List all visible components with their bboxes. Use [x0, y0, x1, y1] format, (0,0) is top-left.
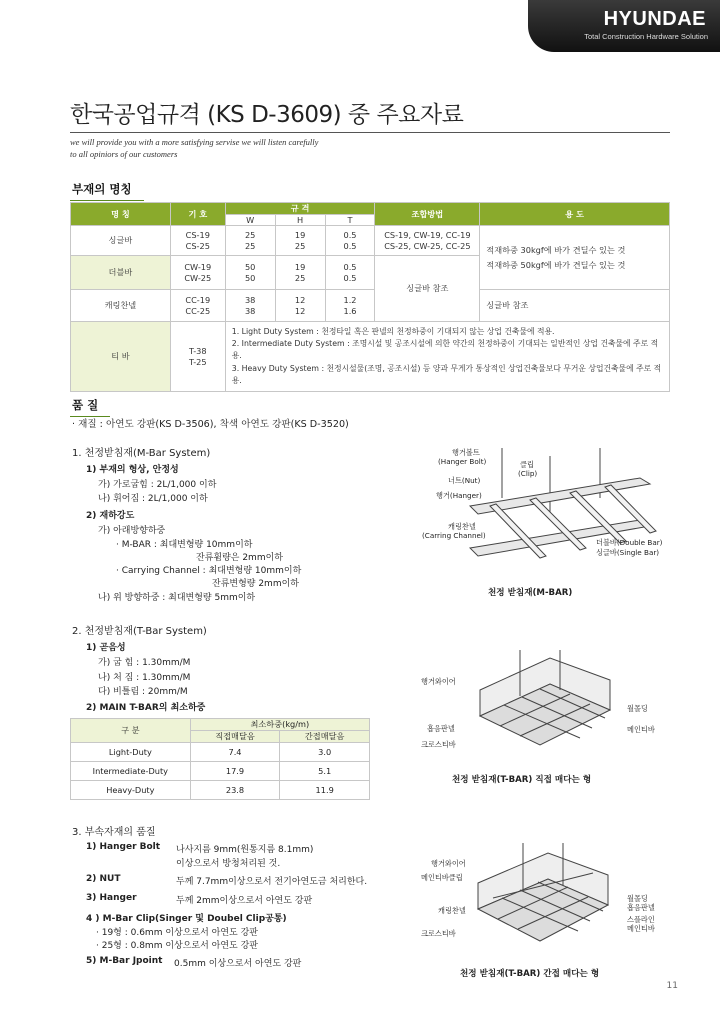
load-header-direct: 직접매달음 [190, 731, 280, 743]
subtitle-line-1: we will provide you with a more satisfying servise we will listen carefully [70, 137, 319, 147]
tbar-indirect-label-wire: 행거와이어 [431, 859, 466, 868]
row-double-code: CW-19 CW-25 [170, 256, 225, 290]
section-heading-quality: 품 질 [70, 397, 102, 415]
s1-line-1: 1) 부재의 형상, 안정성 [86, 465, 179, 475]
header-use: 용 도 [480, 203, 670, 226]
mbar-label-carrying: 캐링찬넬 [448, 522, 476, 531]
mbar-label-hanger: 행거(Hanger) [436, 491, 482, 500]
mbar-label-nut: 너트(Nut) [448, 476, 481, 485]
min-load-table [70, 718, 370, 800]
s3-key-5: · 19형 : 0.6mm 이상으로서 아연도 강판 [96, 928, 258, 938]
row-carrying-t: 1.2 1.6 [325, 290, 375, 322]
tbar-direct-label-molding: 월몰딩 [627, 704, 648, 713]
load-header-kind: 구 분 [71, 719, 191, 743]
s1-line-2: 가) 가로굽힘 : 2L/1,000 이하 [98, 480, 217, 490]
mbar-label-hanger-bolt: 행거볼트 [452, 448, 480, 457]
load-row-indirect: 11.9 [280, 781, 370, 800]
tbar-note-2: 2. Intermediate Duty System : 조명시설 및 공조시설에 의한 약간의 천정하중이 기대되는 일반적인 상업 건축물에 주로 적용. [231, 339, 659, 361]
s1-line-3: 나) 휘어짐 : 2L/1,000 이하 [98, 494, 208, 504]
tbar-direct-label-panel: 흡음판넬 [427, 724, 455, 733]
use-text-2: 적재하중 50kgf에 바가 견딜수 있는 것 [486, 260, 626, 271]
subtitle-line-2: to all opiniors of our customers [70, 149, 178, 159]
s3-val-1b: 이상으로서 방청처리된 것. [176, 859, 281, 869]
load-row-kind: Heavy-Duty [71, 781, 191, 800]
row-double-name: 더블바 [71, 256, 171, 290]
mbar-caption: 천정 받침재(M-BAR) [488, 588, 573, 598]
tbar-indirect-label-panel: 흡음판넬 [627, 903, 655, 912]
s3-key-6: · 25형 : 0.8mm 이상으로서 아연도 강판 [96, 941, 258, 951]
mbar-label-hanger-bolt-en: (Hanger Bolt) [438, 457, 487, 466]
row-double-t: 0.5 0.5 [325, 256, 375, 290]
tbar-indirect-label-spline: 스플라인 [627, 915, 655, 924]
tbar-direct-label-cross: 크로스티바 [421, 740, 456, 749]
header-w: W [225, 214, 275, 226]
header-combo: 조합방법 [375, 203, 480, 226]
load-row-kind: Intermediate-Duty [71, 762, 191, 781]
tbar-indirect-label-clip: 메인티바클립 [421, 873, 463, 882]
s3-title: 3. 부속자재의 품질 [72, 827, 156, 838]
tbar-note-3: 3. Heavy Duty System : 천정시설물(조명, 공조시설) 등 양과 무게가 통상적인 상업건축물보다 무거운 상업건축물에 주로 적용. [231, 363, 662, 385]
s1-line-4: 2) 재하강도 [86, 511, 135, 521]
header-code: 기 호 [170, 203, 225, 226]
row-carrying-w: 38 38 [225, 290, 275, 322]
members-table [70, 202, 670, 392]
s2-line-4: 다) 비틀림 : 20mm/M [98, 687, 188, 697]
tbar-indirect-caption: 천정 받침재(T-BAR) 간접 매다는 형 [460, 969, 600, 979]
s2-line-1: 1) 곧음성 [86, 643, 126, 653]
mbar-label-carrying-en: (Carring Channel) [422, 531, 486, 540]
header-spec: 규 격 [225, 203, 375, 215]
brand-logo: HYUNDAE [603, 8, 706, 30]
s2-line-3: 나) 처 짐 : 1.30mm/M [98, 673, 191, 683]
s3-key-7: 5) M-Bar Jpoint [86, 956, 163, 966]
s1-line-8: · Carrying Channel : 최대변형량 10mm이하 [116, 566, 302, 576]
brand-tagline: Total Construction Hardware Solution [584, 32, 708, 41]
section-heading-members: 부재의 명칭 [70, 181, 136, 199]
tbar-indirect-label-cross: 크로스티바 [421, 929, 456, 938]
row-carrying-h: 12 12 [275, 290, 325, 322]
s3-val-1: 나사지름 9mm(원통지름 8.1mm) [176, 845, 314, 855]
load-row-indirect: 5.1 [280, 762, 370, 781]
row-single-combo: CS-19, CW-19, CC-19 CS-25, CW-25, CC-25 [375, 226, 480, 256]
load-header-indirect: 간접매달음 [280, 731, 370, 743]
s2-title: 2. 천정받침재(T-Bar System) [72, 626, 207, 637]
mbar-label-clip-en: (Clip) [518, 469, 538, 478]
s2-line-5: 2) MAIN T-BAR의 최소하중 [86, 703, 206, 713]
row-single-h: 19 25 [275, 226, 325, 256]
load-row-direct: 17.9 [190, 762, 280, 781]
s1-line-7: 잔류휨량은 2mm이하 [196, 553, 283, 563]
s3-val-2: 두께 7.7mm이상으로서 전기아연도금 처리한다. [176, 877, 368, 887]
mbar-label-double: 더블바(Double Bar) [596, 538, 663, 547]
use-cell-bars [480, 226, 670, 290]
s3-key-2: 2) NUT [86, 874, 121, 884]
s3-val-3: 두께 2mm이상으로서 아연도 강판 [176, 896, 313, 906]
header-t: T [325, 214, 375, 226]
row-single-name: 싱글바 [71, 226, 171, 256]
combo-shared: 싱글바 참조 [375, 256, 480, 322]
tbar-direct-diagram [460, 650, 620, 760]
row-tbar-code: T-38 T-25 [170, 322, 225, 391]
header-name: 명 칭 [71, 203, 171, 226]
row-double-h: 19 25 [275, 256, 325, 290]
s1-line-9: 잔류변형량 2mm이하 [212, 579, 299, 589]
row-double-w: 50 50 [225, 256, 275, 290]
load-row-indirect: 3.0 [280, 743, 370, 762]
tbar-direct-caption: 천정 받침재(T-BAR) 직접 매다는 형 [452, 775, 592, 785]
row-single-t: 0.5 0.5 [325, 226, 375, 256]
row-tbar-name: 티 바 [71, 322, 171, 391]
s1-line-6: · M-BAR : 최대변형량 10mm이하 [116, 540, 253, 550]
row-carrying-code: CC-19 CC-25 [170, 290, 225, 322]
row-carrying-name: 캐링찬넬 [71, 290, 171, 322]
tbar-indirect-label-main: 메인티바 [627, 924, 655, 933]
tbar-direct-label-main: 메인티바 [627, 725, 655, 734]
header-h: H [275, 214, 325, 226]
s3-key-4: 4 ) M-Bar Clip(Singer 및 Doubel Clip공통) [86, 914, 287, 924]
s3-key-3: 3) Hanger [86, 893, 137, 903]
use-text-3: 싱글바 참조 [480, 290, 670, 322]
page-title: 한국공업규격 (KS D-3609) 중 주요자료 [70, 102, 464, 128]
row-single-w: 25 25 [225, 226, 275, 256]
page-number: 11 [666, 981, 678, 991]
s3-key-1: 1) Hanger Bolt [86, 842, 161, 852]
load-row-kind: Light-Duty [71, 743, 191, 762]
tbar-notes [225, 322, 669, 391]
title-divider [70, 132, 670, 133]
tbar-direct-label-wire: 행거와이어 [421, 677, 456, 686]
tbar-note-1: 1. Light Duty System : 천정타일 혹은 판넬의 천정하중이 기대되지 않는 상업 건축물에 적용. [231, 327, 555, 337]
s1-line-10: 나) 위 방향하중 : 최대변형량 5mm이하 [98, 593, 256, 603]
tbar-indirect-label-carrying: 캐링찬넬 [438, 906, 466, 915]
s1-line-5: 가) 아래방향하중 [98, 526, 166, 536]
material-line: · 재질 : 아연도 강판(KS D-3506), 착색 아연도 강판(KS D-3520) [72, 419, 349, 430]
row-single-code: CS-19 CS-25 [170, 226, 225, 256]
s2-line-2: 가) 굽 힘 : 1.30mm/M [98, 658, 191, 668]
mbar-label-clip: 클립 [520, 460, 534, 469]
s3-val-7: 0.5mm 이상으로서 아연도 강판 [174, 959, 302, 969]
tbar-indirect-label-molding: 월몰딩 [627, 894, 648, 903]
mbar-label-single: 싱글바(Single Bar) [596, 548, 660, 557]
brand-banner [528, 0, 720, 52]
use-text-1: 적재하중 30kgf에 바가 견딜수 있는 것 [486, 244, 626, 255]
load-header-min: 최소하중(kg/m) [190, 719, 369, 731]
load-row-direct: 7.4 [190, 743, 280, 762]
s1-title: 1. 천정받침재(M-Bar System) [72, 448, 211, 459]
load-row-direct: 23.8 [190, 781, 280, 800]
tbar-indirect-diagram [468, 843, 618, 953]
